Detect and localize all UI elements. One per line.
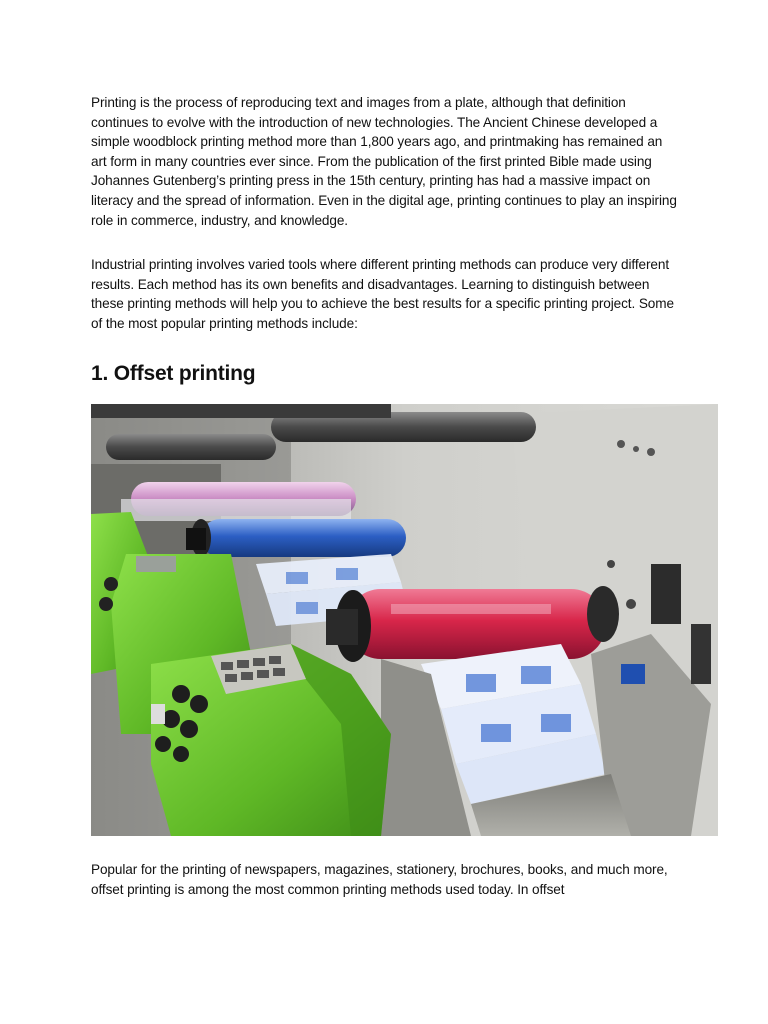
intro-paragraph: Printing is the process of reproducing text and images from a plate, although that definition continues to evolve with the introduction of new technologies. The Ancient Chinese developed a simple woodblock printing method more than 1,800 years ago, and printmaking has remained an art form in many countries ever since. From the publication of the first printed Bible made using Johannes Gutenberg’s printing press in the 15th century, printing has had a massive impact on literacy and the spread of information. Even in the digital age, printing continues to play an inspiring role in commerce, industry, and knowledge. xyxy=(91,95,677,228)
methods-paragraph: Industrial printing involves varied tools where different printing methods can produce very different results. Each method has its own benefits and disadvantages. Learning to distinguish between these printing methods will help you to achieve the best results for a specific printing project. Some of the most popular printing methods include: xyxy=(91,257,674,331)
section-heading-offset-printing: 1. Offset printing xyxy=(91,362,256,385)
offset-printing-paragraph: Popular for the printing of newspapers, magazines, stationery, brochures, books, and much more, offset printing is among the most common printing methods used today. In offset xyxy=(91,862,668,897)
offset-printing-machine-photo xyxy=(91,404,718,836)
